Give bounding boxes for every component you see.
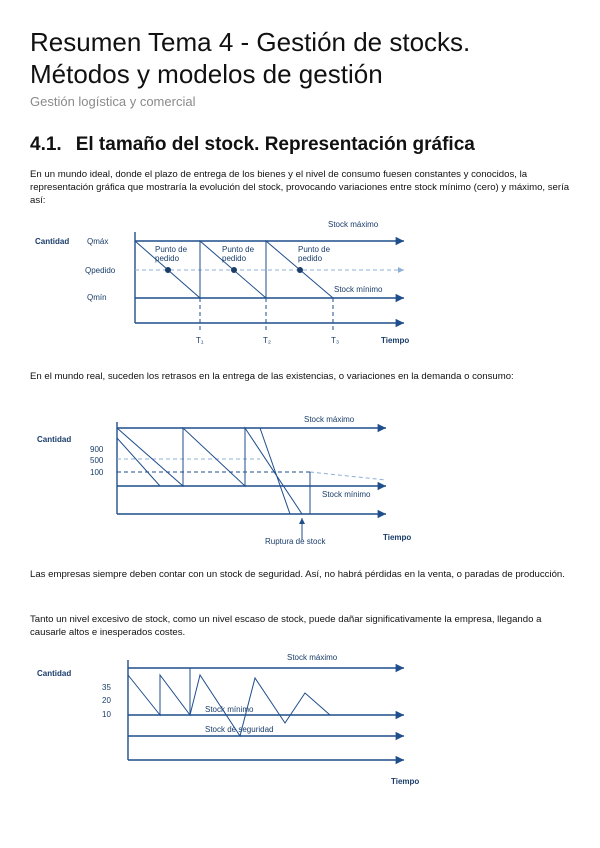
c2-v500: 500 bbox=[90, 456, 104, 465]
c1-t1: T₁ bbox=[196, 336, 204, 345]
c3-xlabel: Tiempo bbox=[391, 777, 420, 786]
chart-real-stock bbox=[0, 410, 600, 555]
c1-punto-3b: pedido bbox=[298, 254, 323, 263]
title-line-2: Métodos y modelos de gestión bbox=[30, 59, 383, 89]
c1-xlabel: Tiempo bbox=[381, 336, 410, 345]
title-line-1: Resumen Tema 4 - Gestión de stocks. bbox=[30, 27, 471, 57]
c2-stock-max-label: Stock máximo bbox=[304, 415, 355, 424]
page-title bbox=[30, 26, 470, 90]
paragraph-ideal-world: En un mundo ideal, donde el plazo de entrega de los bienes y el nivel de consumo fuesen constantes y conocidos, la representación gráfica que mostraría la evolución del stock, provocando variaciones entre stock mínimo (cero) y máximo, sería así: bbox=[30, 169, 570, 206]
c1-t3: T₃ bbox=[331, 336, 340, 345]
c3-stock-min-label: Stock mínimo bbox=[205, 705, 254, 714]
c2-v100: 100 bbox=[90, 468, 104, 477]
c1-punto-1a: Punto de bbox=[155, 245, 188, 254]
c1-order-point-2 bbox=[231, 267, 237, 273]
c1-ylabel: Cantidad bbox=[35, 237, 70, 246]
section-title: El tamaño del stock. Representación gráfica bbox=[75, 134, 475, 155]
c1-order-point-1 bbox=[165, 267, 171, 273]
c2-ruptura: Ruptura de stock bbox=[265, 537, 326, 546]
c1-order-point-3 bbox=[297, 267, 303, 273]
c1-punto-2a: Punto de bbox=[222, 245, 255, 254]
c2-v900: 900 bbox=[90, 445, 104, 454]
chart-safety-stock bbox=[0, 648, 600, 798]
c2-ylabel: Cantidad bbox=[37, 435, 72, 444]
c1-punto-1b: pedido bbox=[155, 254, 180, 263]
c1-punto-3a: Punto de bbox=[298, 245, 331, 254]
c2-extra-line-2 bbox=[260, 428, 290, 514]
c1-punto-2b: pedido bbox=[222, 254, 247, 263]
section-heading bbox=[30, 134, 475, 156]
paragraph-safety-stock: Las empresas siempre deben contar con un stock de seguridad. Así, no habrá pérdidas en la venta, o paradas de producción. bbox=[30, 569, 565, 580]
chart-ideal-stock bbox=[0, 210, 600, 355]
c2-stock-min-label: Stock mínimo bbox=[322, 490, 371, 499]
c2-extra-line bbox=[117, 438, 160, 486]
paragraph-excess-stock: Tanto un nivel excesivo de stock, como un nivel escaso de stock, puede dañar significativamente la empresa, llegando a causarle altos e inesperados costes. bbox=[30, 614, 542, 638]
c3-v20: 20 bbox=[102, 696, 111, 705]
c3-stock-seg-label: Stock de seguridad bbox=[205, 725, 274, 734]
c3-ylabel: Cantidad bbox=[37, 669, 72, 678]
c2-xlabel: Tiempo bbox=[383, 533, 412, 542]
c1-qmin: Qmín bbox=[87, 293, 107, 302]
c1-stock-min-label: Stock mínimo bbox=[334, 285, 383, 294]
section-number: 4.1. bbox=[30, 134, 62, 155]
c1-t2: T₂ bbox=[263, 336, 271, 345]
paragraph-real-world: En el mundo real, suceden los retrasos en la entrega de las existencias, o variaciones en la demanda o consumo: bbox=[30, 371, 514, 382]
c1-qmax: Qmáx bbox=[87, 237, 109, 246]
c3-v10: 10 bbox=[102, 710, 111, 719]
c1-qpedido: Qpedido bbox=[85, 266, 116, 275]
subtitle: Gestión logística y comercial bbox=[30, 94, 196, 109]
c2-sawtooth bbox=[117, 428, 302, 514]
c2-after-line bbox=[310, 472, 386, 480]
c3-v35: 35 bbox=[102, 683, 111, 692]
c1-stock-max-label: Stock máximo bbox=[328, 220, 379, 229]
c3-stock-max-label: Stock máximo bbox=[287, 653, 338, 662]
